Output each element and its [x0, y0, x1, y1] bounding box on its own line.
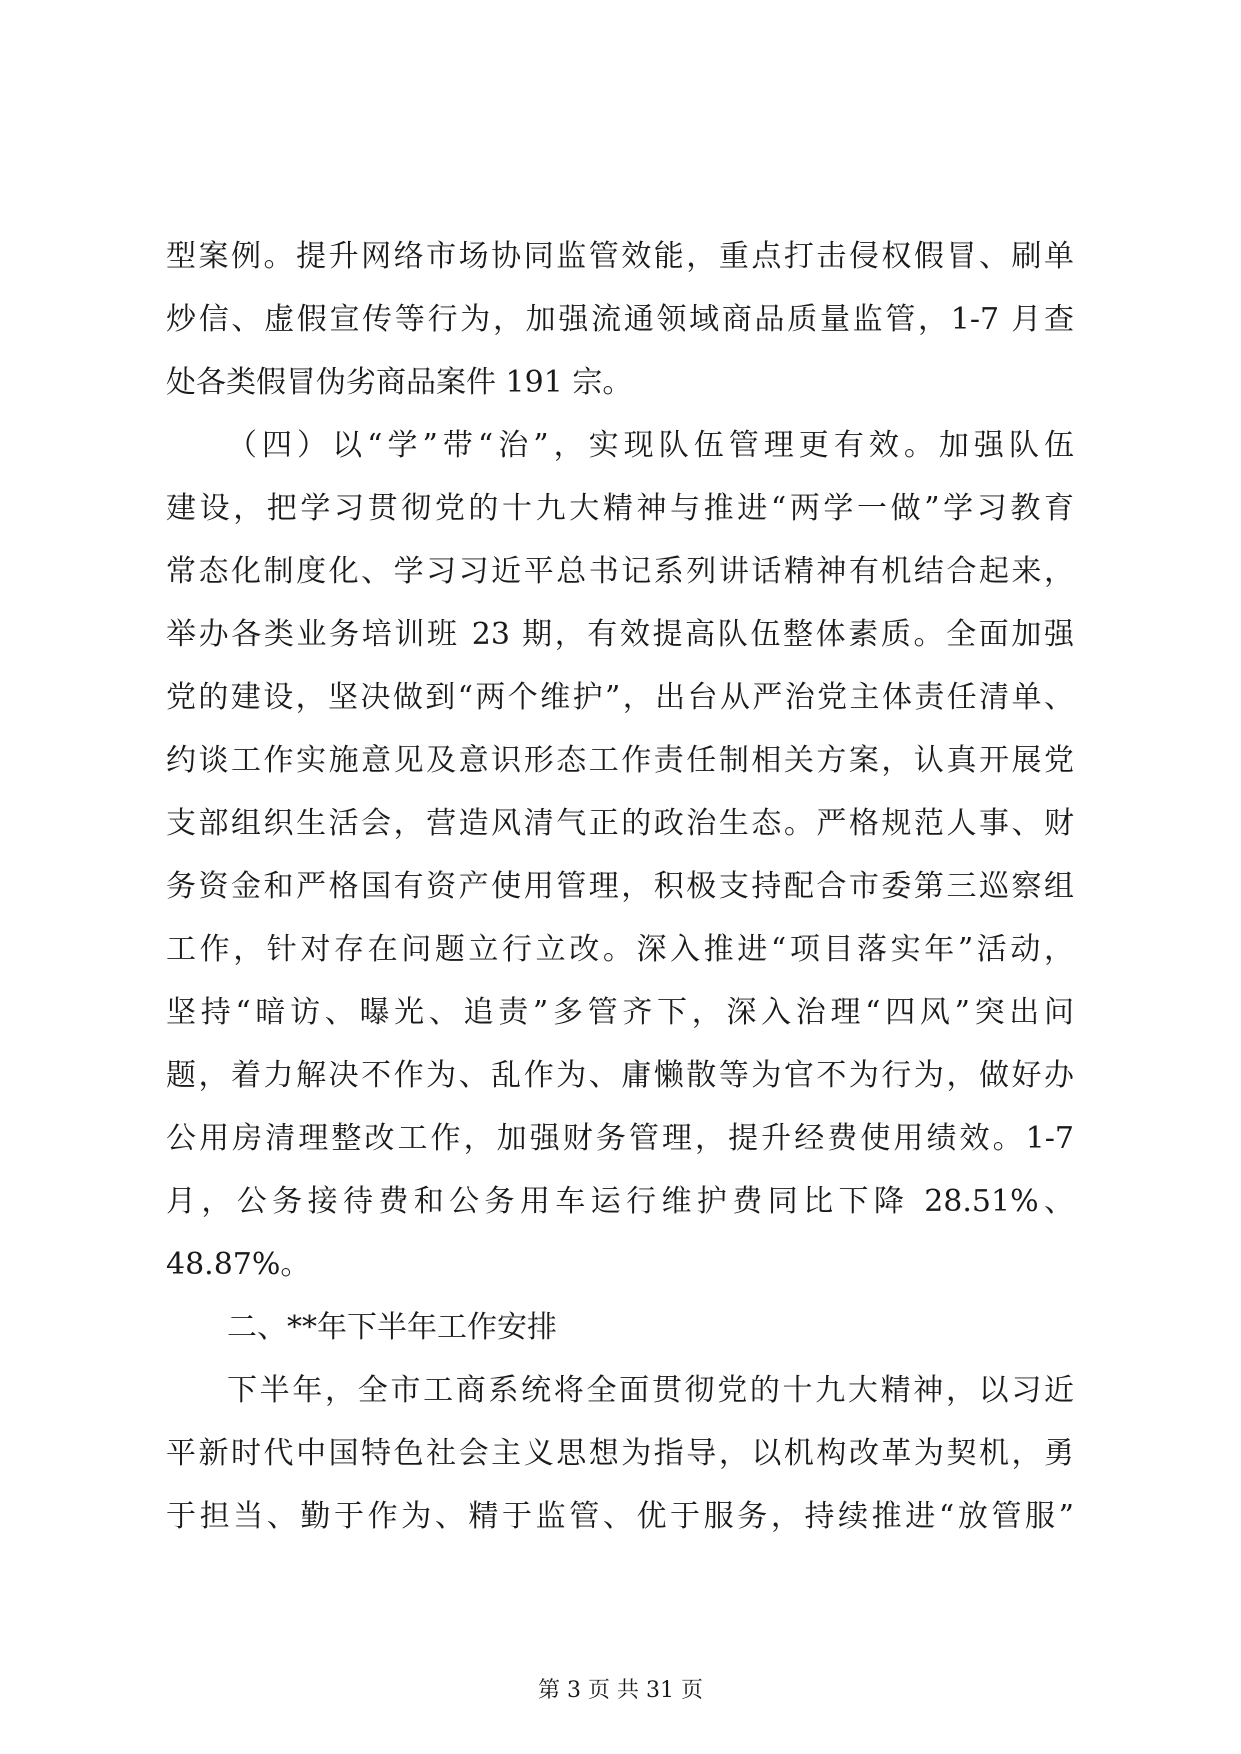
- section-heading: 二、**年下半年工作安排: [227, 1310, 557, 1345]
- text-line: 建设，把学习贯彻党的十九大精神与推进“两学一做”学习教育: [166, 491, 1074, 526]
- text-line: 党的建设，坚决做到“两个维护”，出台从严治党主体责任清单、: [166, 680, 1074, 715]
- text-line: 举办各类业务培训班 23 期，有效提高队伍整体素质。全面加强: [166, 617, 1074, 652]
- text-line: 型案例。提升网络市场协同监管效能，重点打击侵权假冒、刷单: [166, 239, 1074, 274]
- text-line: 月，公务接待费和公务用车运行维护费同比下降 28.51%、: [166, 1184, 1074, 1219]
- text-line: 炒信、虚假宣传等行为，加强流通领域商品质量监管，1-7 月查: [166, 302, 1074, 337]
- text-line: 处各类假冒伪劣商品案件 191 宗。: [166, 365, 633, 400]
- text-line: 务资金和严格国有资产使用管理，积极支持配合市委第三巡察组: [166, 869, 1074, 904]
- section-heading-line: （四）以“学”带“治”，实现队伍管理更有效。加强队伍: [227, 428, 1074, 463]
- page-footer: [0, 1676, 1241, 1706]
- body-text: [166, 225, 1074, 1548]
- text-line: 平新时代中国特色社会主义思想为指导，以机构改革为契机，勇: [166, 1436, 1074, 1471]
- text-line: 支部组织生活会，营造风清气正的政治生态。严格规范人事、财: [166, 806, 1074, 841]
- text-line: 常态化制度化、学习习近平总书记系列讲话精神有机结合起来，: [166, 554, 1074, 589]
- text-line: 48.87%。: [166, 1247, 311, 1282]
- text-line: 坚持“暗访、曝光、追责”多管齐下，深入治理“四风”突出问: [166, 995, 1074, 1030]
- text-line: 工作，针对存在问题立行立改。深入推进“项目落实年”活动，: [166, 932, 1074, 967]
- text-line: 公用房清理整改工作，加强财务管理，提升经费使用绩效。1-7: [166, 1121, 1074, 1156]
- text-line: 约谈工作实施意见及意识形态工作责任制相关方案，认真开展党: [166, 743, 1074, 778]
- text-line: 下半年，全市工商系统将全面贯彻党的十九大精神，以习近: [227, 1373, 1074, 1408]
- text-line: 于担当、勤于作为、精于监管、优于服务，持续推进“放管服”: [166, 1499, 1074, 1534]
- page-number: 第 3 页 共 31 页: [538, 1678, 703, 1703]
- text-line: 题，着力解决不作为、乱作为、庸懒散等为官不为行为，做好办: [166, 1058, 1074, 1093]
